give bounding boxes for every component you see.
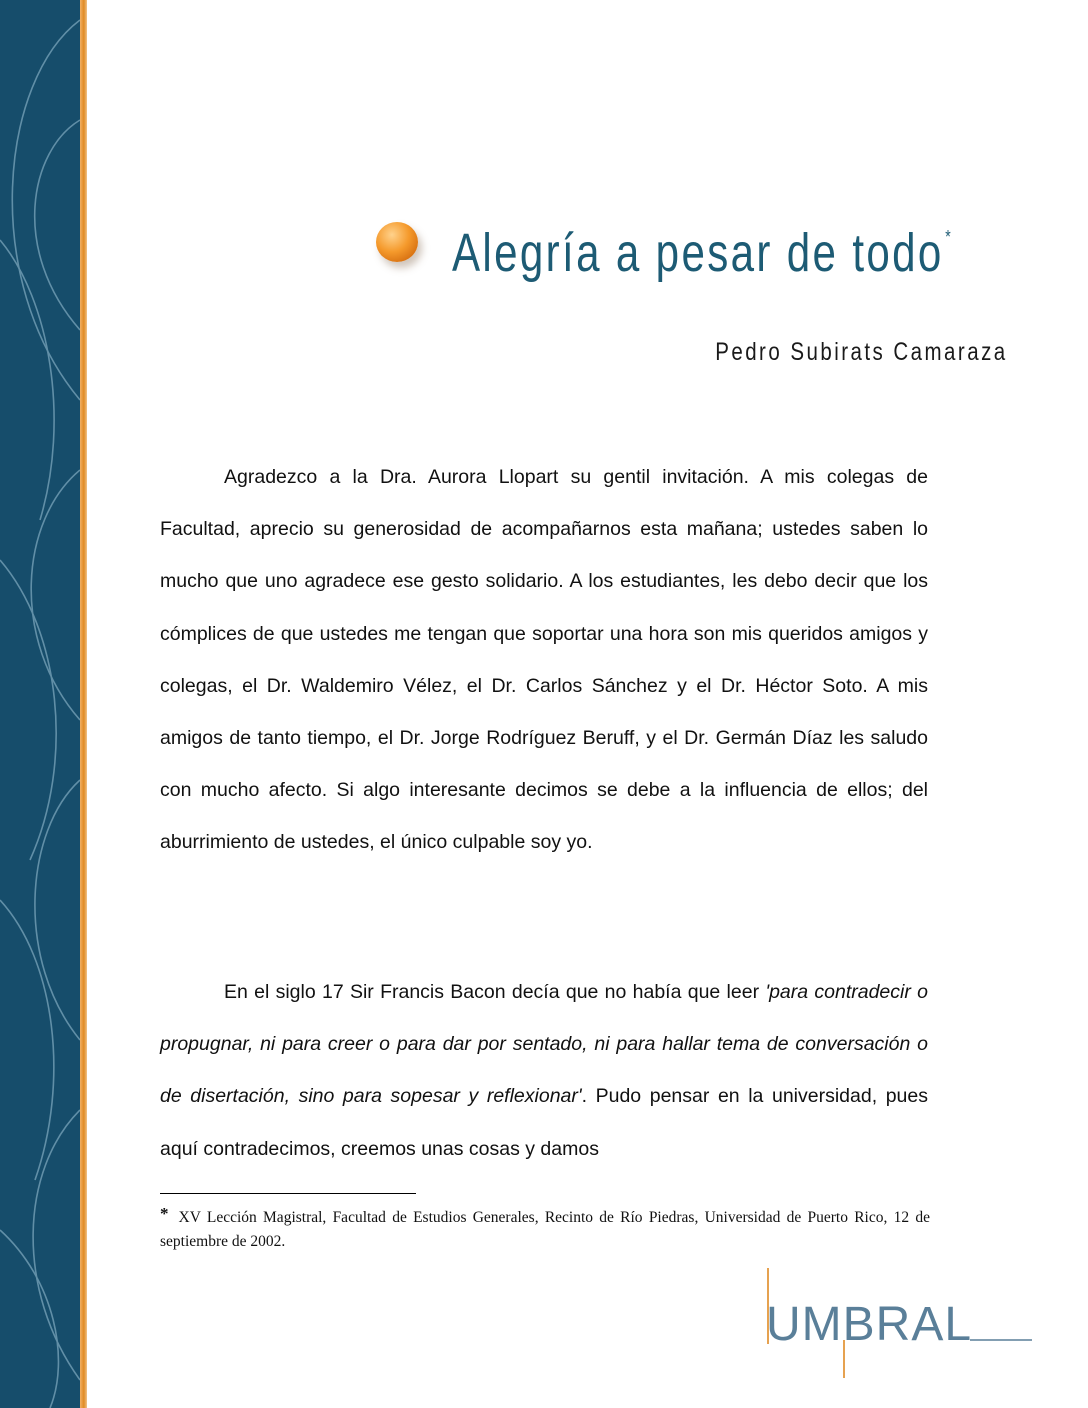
- page-title-text: Alegría a pesar de todo: [452, 223, 944, 283]
- footnote-divider: [160, 1193, 416, 1194]
- sidebar-arc-pattern: [0, 0, 80, 1408]
- body-paragraph-2: [160, 966, 928, 1175]
- logo-text: UMBRAL: [766, 1298, 973, 1351]
- footnote: [160, 1205, 930, 1254]
- author-name: Pedro Subirats Camaraza: [715, 338, 1008, 366]
- paragraph-2-end: . Pudo pensar en la universidad, pues aquí contradecimos, creemos unas cosas y damos: [160, 1085, 928, 1160]
- body-paragraph-1: Agradezco a la Dra. Aurora Llopart su gentil invitación. A mis colegas de Facultad, aprecio su generosidad de acompañarnos esta mañana; ustedes saben lo mucho que uno agradece ese gesto solidario. A los estudiantes, les debo decir que los cómplices de que ustedes me tengan que soportar una hora son mis queridos amigos y colegas, el Dr. Waldemiro Vélez, el Dr. Carlos Sánchez y el Dr. Héctor Soto. A mis amigos de tanto tiempo, el Dr. Jorge Rodríguez Beruff, y el Dr. Germán Díaz les saludo con mucho afecto. Si algo interesante decimos se debe a la influencia de ellos; del aburrimiento de ustedes, el único culpable soy yo.: [160, 466, 928, 854]
- decorative-sidebar: [0, 0, 80, 1408]
- umbral-logo: [762, 1252, 1052, 1382]
- orange-sphere-icon: [376, 222, 418, 262]
- footnote-mark: *: [160, 1204, 169, 1223]
- title-footnote-mark: *: [945, 227, 951, 247]
- orange-divider-rule: [80, 0, 87, 1408]
- footnote-text: XV Lección Magistral, Facultad de Estudios Generales, Recinto de Río Piedras, Universidad de Puerto Rico, 12 de septiembre de 2002.: [160, 1209, 930, 1250]
- page-title: [452, 218, 951, 300]
- paragraph-2-start: En el siglo 17 Sir Francis Bacon decía que no había que leer: [224, 981, 766, 1003]
- bacon-quote: 'para contradecir o propugnar, ni para creer o para dar por sentado, ni para hallar tema de conversación o de disertación, sino para sopesar y reflexionar': [160, 981, 928, 1108]
